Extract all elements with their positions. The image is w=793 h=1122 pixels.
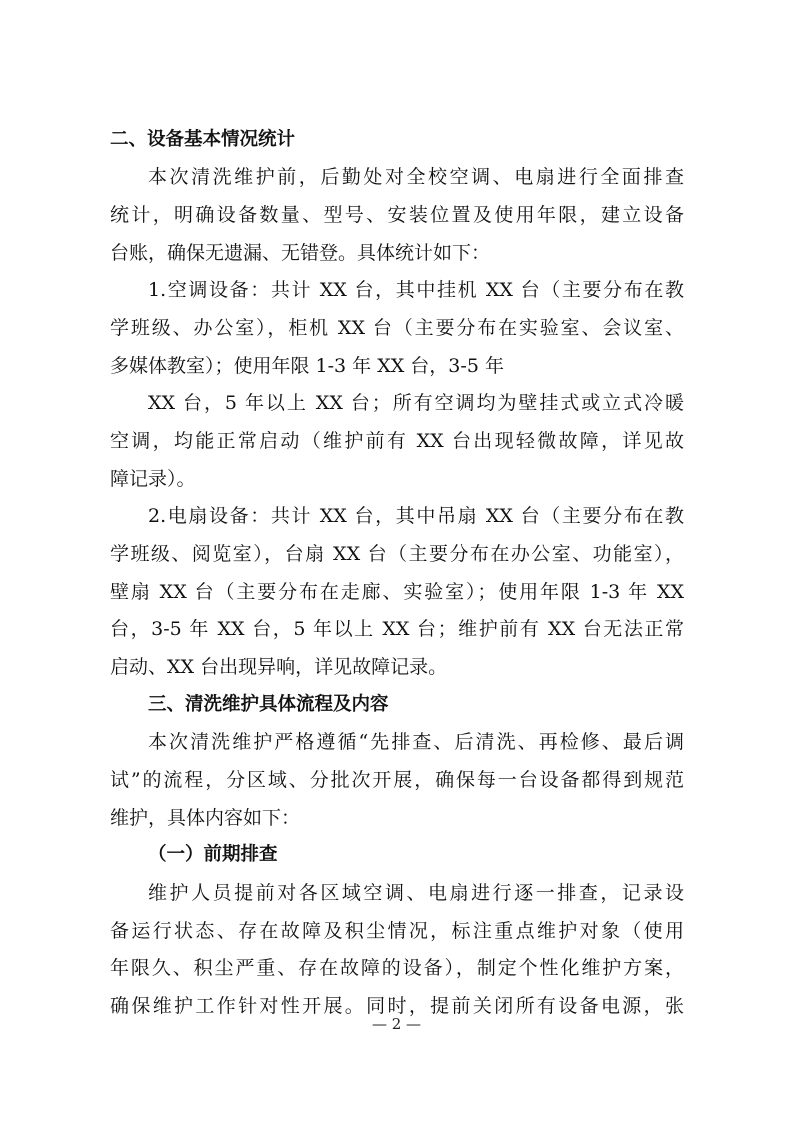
- page-number: — 2 —: [371, 1015, 422, 1033]
- paragraph-line: 学班级、办公室），柜机 XX 台（主要分布在实验室、会议室、: [110, 317, 684, 339]
- paragraph-line: 年限久、积尘严重、存在故障的设备），制定个性化维护方案，: [110, 957, 684, 979]
- section-heading-equipment-stats: 二、设备基本情况统计: [110, 129, 296, 150]
- section-heading-cleaning-process: 三、清洗维护具体流程及内容: [148, 694, 389, 715]
- paragraph-line: 2.电扇设备：共计 XX 台，其中吊扇 XX 台（主要分布在教: [148, 505, 684, 527]
- paragraph-line: 多媒体教室）；使用年限 1-3 年 XX 台，3-5 年: [110, 355, 504, 377]
- paragraph-line: 台账，确保无遗漏、无错登。具体统计如下：: [110, 242, 491, 264]
- paragraph-line: 维护，具体内容如下：: [110, 807, 301, 829]
- paragraph-line: 备运行状态、存在故障及积尘情况，标注重点维护对象（使用: [110, 920, 684, 942]
- paragraph-line: 维护人员提前对各区域空调、电扇进行逐一排查，记录设: [148, 882, 684, 904]
- paragraph-line: 本次清洗维护前，后勤处对全校空调、电扇进行全面排查: [148, 166, 684, 188]
- paragraph-line: XX 台，5 年以上 XX 台；所有空调均为壁挂式或立式冷暖: [148, 392, 684, 414]
- paragraph-line: 台，3-5 年 XX 台，5 年以上 XX 台；维护前有 XX 台无法正常: [110, 618, 684, 640]
- paragraph-line: 试”的流程，分区域、分批次开展，确保每一台设备都得到规范: [110, 769, 684, 791]
- paragraph-line: 障记录）。: [110, 468, 196, 490]
- paragraph-line: 壁扇 XX 台（主要分布在走廊、实验室）；使用年限 1-3 年 XX: [110, 581, 684, 603]
- paragraph-line: 本次清洗维护严格遵循“先排查、后清洗、再检修、最后调: [148, 731, 684, 753]
- paragraph-line: 启动、XX 台出现异响，详见故障记录。: [110, 656, 448, 678]
- paragraph-line: 确保维护工作针对性开展。同时，提前关闭所有设备电源，张: [110, 995, 684, 1017]
- paragraph-line: 统计，明确设备数量、型号、安装位置及使用年限，建立设备: [110, 204, 684, 226]
- paragraph-line: 1.空调设备：共计 XX 台，其中挂机 XX 台（主要分布在教: [148, 279, 684, 301]
- paragraph-line: 空调，均能正常启动（维护前有 XX 台出现轻微故障，详见故: [110, 430, 684, 452]
- subheading-preliminary-inspection: （一）前期排查: [148, 844, 278, 865]
- paragraph-line: 学班级、阅览室），台扇 XX 台（主要分布在办公室、功能室），: [110, 543, 684, 565]
